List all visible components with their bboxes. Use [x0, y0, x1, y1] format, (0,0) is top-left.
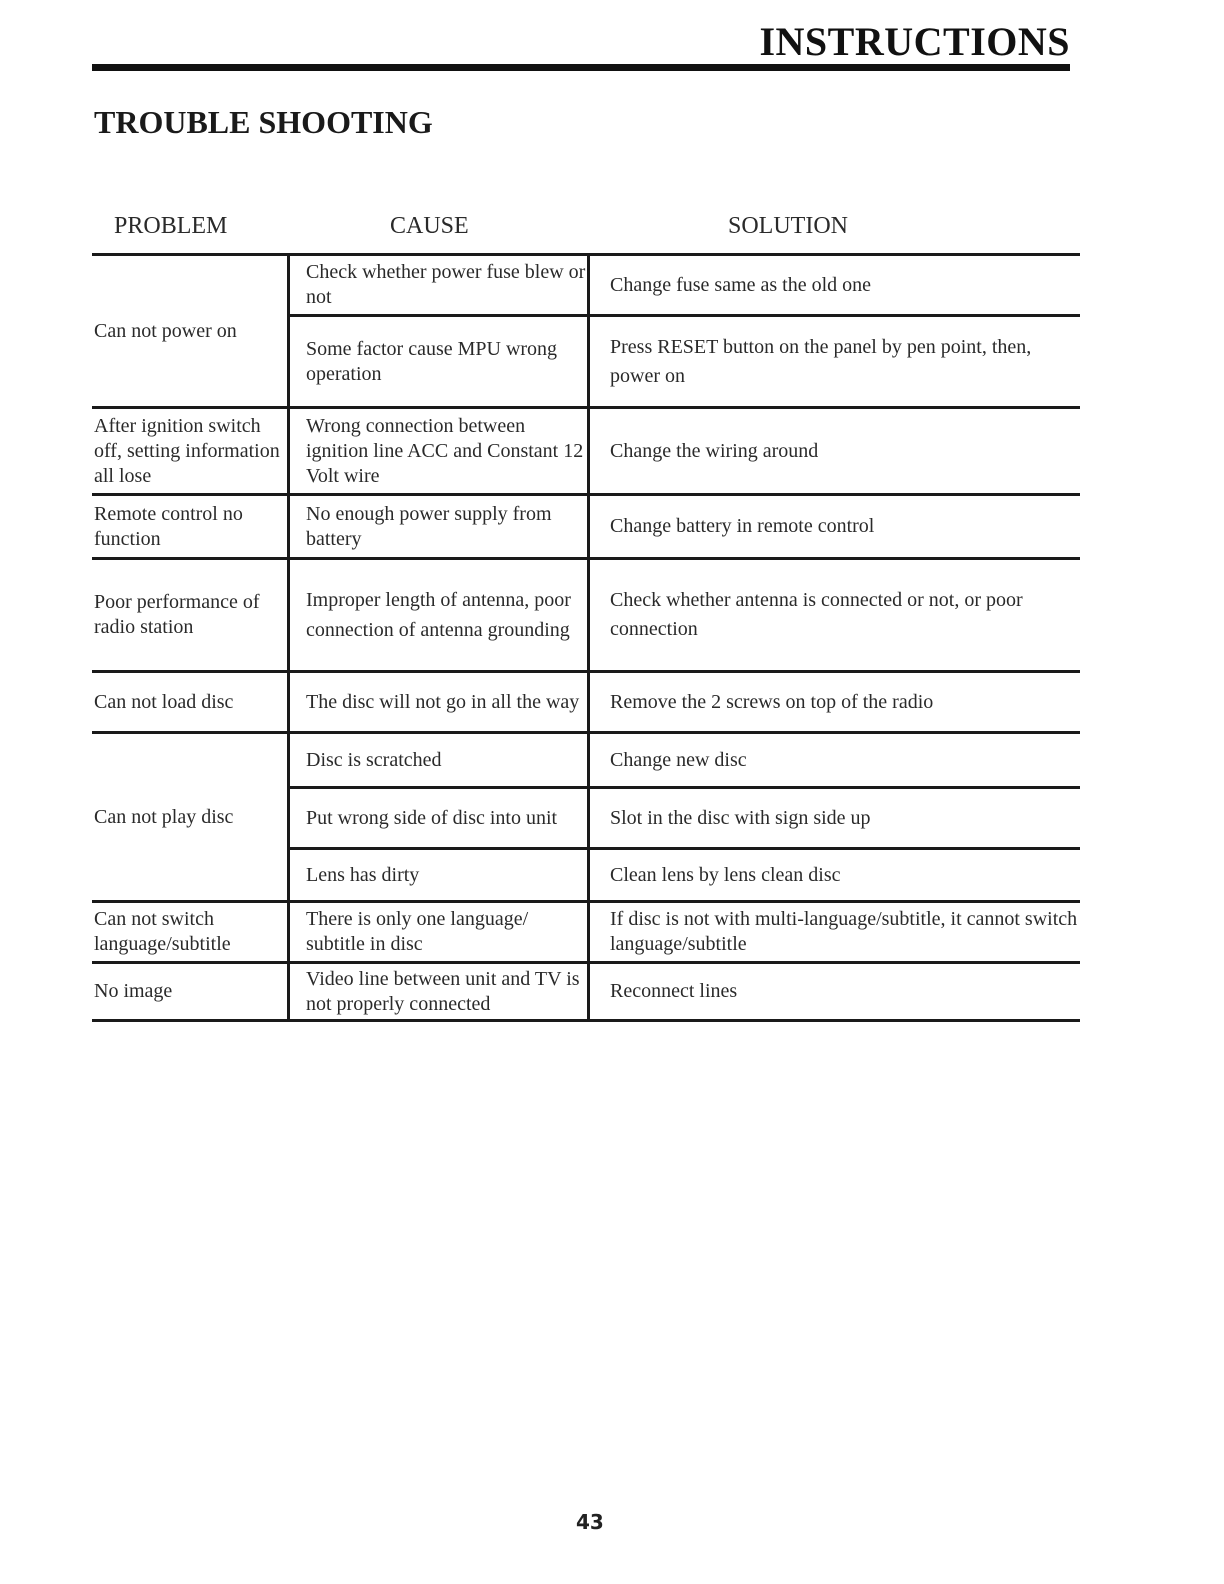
table-group: [92, 406, 1080, 493]
page-number: 43: [576, 1510, 604, 1534]
table-group: [92, 253, 1080, 406]
table-row: [290, 496, 1080, 557]
table-row: [290, 964, 1080, 1019]
table-row: [290, 314, 1080, 406]
cause-cell: Disc is scratched: [290, 734, 590, 786]
table-group: [92, 961, 1080, 1022]
table-group: [92, 731, 1080, 900]
column-header-cause: CAUSE: [390, 213, 469, 239]
column-header-problem: PROBLEM: [114, 213, 228, 239]
table-row: [290, 560, 1080, 670]
table-group: [92, 557, 1080, 670]
table-row: [290, 786, 1080, 847]
solution-cell: Press RESET button on the panel by pen point, then, power on: [610, 335, 1032, 387]
problem-cell: Poor performance of radio station: [92, 560, 290, 670]
cause-cell: Video line between unit and TV is not properly connected: [290, 964, 590, 1019]
cause-cell: Wrong connection between ignition line ACC and Constant 12 Volt wire: [290, 409, 590, 493]
solution-cell: Change new disc: [610, 748, 747, 771]
table-group: [92, 670, 1080, 731]
section-title: TROUBLE SHOOTING: [94, 104, 433, 140]
cause-cell: No enough power supply from battery: [290, 496, 590, 557]
troubleshooting-table: [92, 253, 1080, 1022]
cause-cell: Check whether power fuse blew or not: [290, 256, 590, 314]
solution-cell: Slot in the disc with sign side up: [610, 806, 871, 829]
table-group: [92, 900, 1080, 961]
table-row: [290, 734, 1080, 786]
header-title: INSTRUCTIONS: [759, 19, 1070, 64]
table-group: [92, 493, 1080, 557]
problem-cell: Can not power on: [92, 256, 290, 406]
solution-cell: If disc is not with multi-language/subtitle, it cannot switch language/subtitle: [610, 908, 1078, 955]
table-row: [290, 256, 1080, 314]
cause-cell: There is only one language/ subtitle in disc: [290, 903, 590, 961]
table-row: [290, 409, 1080, 493]
problem-cell: No image: [92, 964, 290, 1019]
solution-cell: Change the wiring around: [610, 439, 819, 462]
solution-cell: Change fuse same as the old one: [610, 273, 872, 296]
cause-cell: The disc will not go in all the way: [290, 673, 590, 731]
problem-cell: Can not switch language/subtitle: [92, 903, 290, 961]
solution-cell: Reconnect lines: [610, 980, 738, 1002]
problem-cell: Can not load disc: [92, 673, 290, 731]
header-rule: [92, 64, 1070, 71]
problem-cell: Can not play disc: [92, 734, 290, 900]
cause-cell: Improper length of antenna, poor connection of antenna grounding: [290, 560, 590, 670]
solution-cell: Clean lens by lens clean disc: [610, 863, 841, 886]
table-row: [290, 673, 1080, 731]
table-row: [290, 903, 1080, 961]
solution-cell: Change battery in remote control: [610, 515, 875, 537]
cause-cell: Some factor cause MPU wrong operation: [290, 317, 590, 406]
column-header-solution: SOLUTION: [728, 213, 848, 239]
solution-cell: Check whether antenna is connected or not, or poor connection: [610, 589, 1023, 640]
solution-cell: Remove the 2 screws on top of the radio: [610, 690, 934, 713]
table-row: [290, 847, 1080, 900]
problem-cell: Remote control no function: [92, 496, 290, 557]
cause-cell: Put wrong side of disc into unit: [290, 789, 590, 847]
problem-cell: After ignition switch off, setting information all lose: [92, 409, 290, 493]
cause-cell: Lens has dirty: [290, 850, 590, 900]
